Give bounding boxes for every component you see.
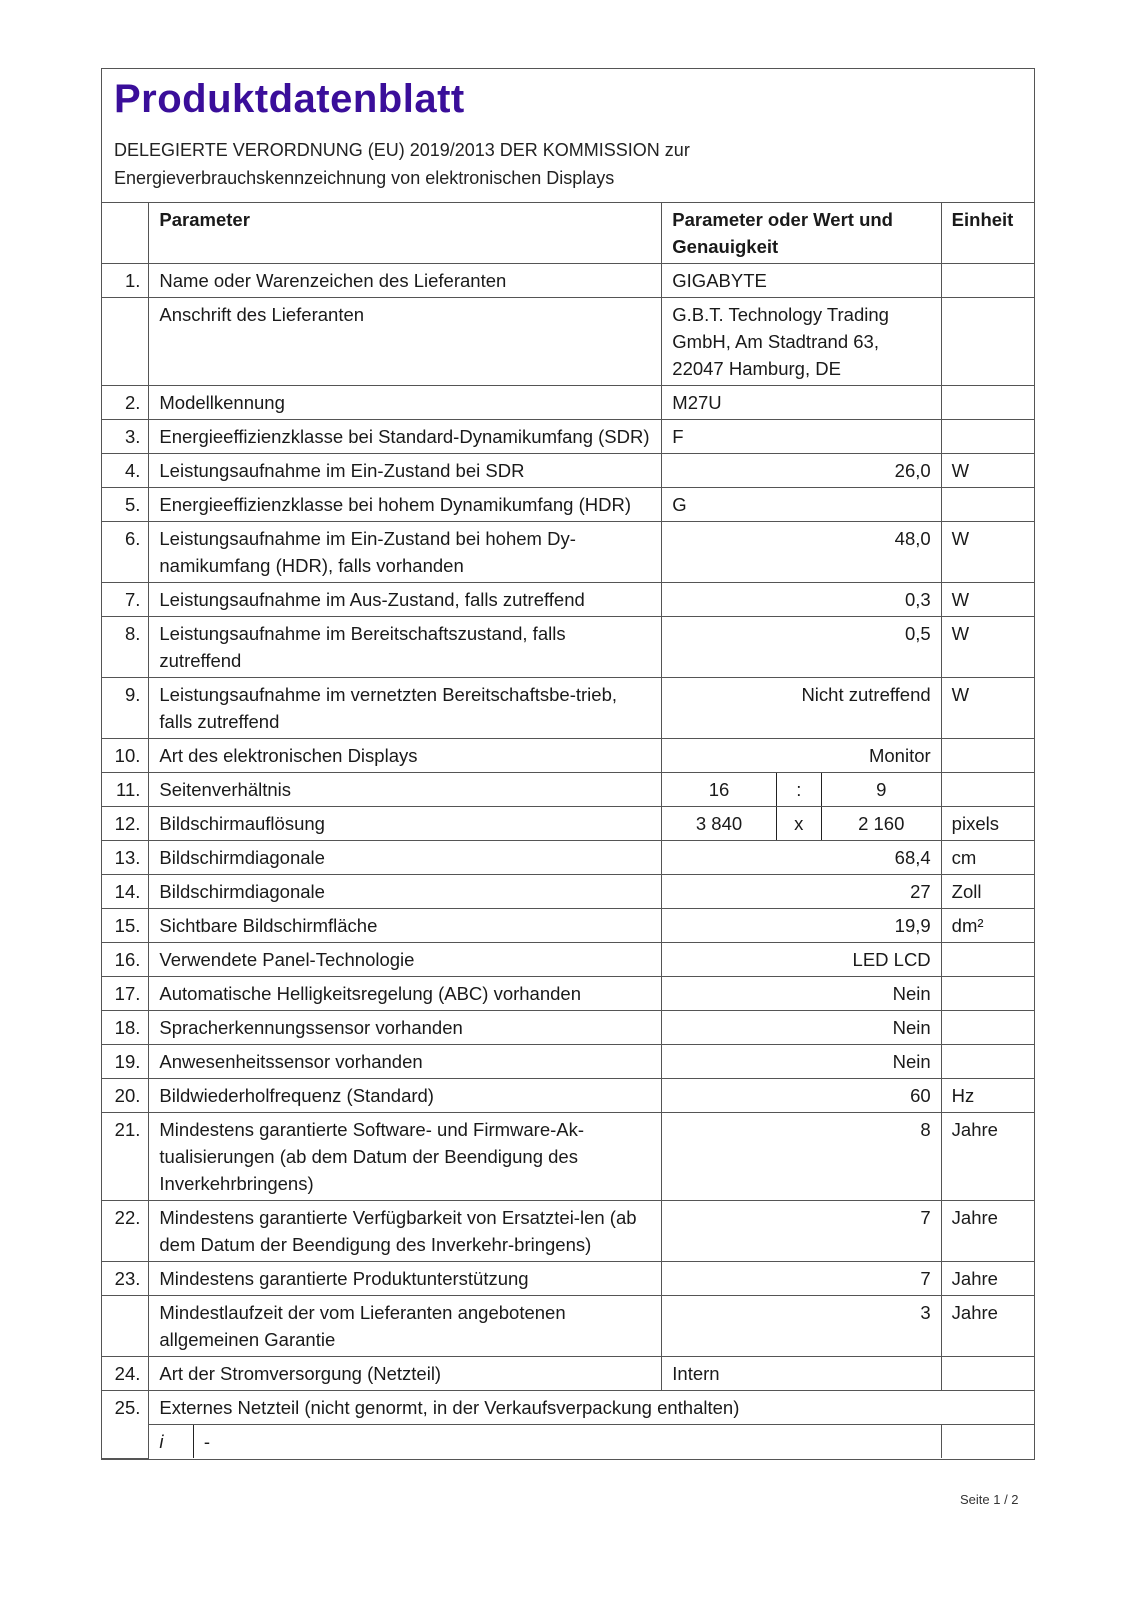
row-unit: cm	[941, 841, 1034, 875]
row-parameter: Bildschirmdiagonale	[149, 841, 662, 875]
table-row	[102, 1011, 1034, 1045]
row-value: G.B.T. Technology Trading GmbH, Am Stadtrand 63, 22047 Hamburg, DE	[662, 298, 941, 386]
row-value: 3	[662, 1296, 941, 1357]
row-number: 20.	[102, 1079, 149, 1113]
header-num	[102, 203, 149, 264]
row-parameter: Modellkennung	[149, 386, 662, 420]
row-number	[102, 298, 149, 386]
table-row	[102, 298, 1034, 386]
row-value: Nein	[662, 1011, 941, 1045]
product-datasheet	[101, 68, 1035, 1460]
aspect-height: 9	[821, 773, 940, 806]
row-unit	[941, 739, 1034, 773]
row-parameter: Mindestens garantierte Verfügbarkeit von Ersatztei-len (ab dem Datum der Beendigung des Inverkehr-bringens)	[149, 1201, 662, 1262]
row-value: Nein	[662, 977, 941, 1011]
row-value: 7	[662, 1262, 941, 1296]
row-value: GIGABYTE	[662, 264, 941, 298]
document-header	[102, 69, 1034, 203]
row-unit	[941, 1425, 1034, 1459]
row-unit	[941, 1045, 1034, 1079]
table-row	[102, 1113, 1034, 1201]
table-row	[102, 522, 1034, 583]
table-row	[102, 739, 1034, 773]
row-number: 14.	[102, 875, 149, 909]
table-header-row	[102, 203, 1034, 264]
sub-label: i	[159, 1431, 164, 1452]
row-unit: Hz	[941, 1079, 1034, 1113]
row-unit	[941, 943, 1034, 977]
row-number: 18.	[102, 1011, 149, 1045]
resolution-separator: x	[776, 807, 821, 840]
row-parameter: Automatische Helligkeitsregelung (ABC) vorhanden	[149, 977, 662, 1011]
row-unit: dm²	[941, 909, 1034, 943]
row-parameter: Leistungsaufnahme im Ein-Zustand bei hohem Dy-namikumfang (HDR), falls vorhanden	[149, 522, 662, 583]
row-unit: W	[941, 583, 1034, 617]
row-number: 9.	[102, 678, 149, 739]
table-row	[102, 1391, 1034, 1425]
row-parameter: Mindestlaufzeit der vom Lieferanten angebotenen allgemeinen Garantie	[149, 1296, 662, 1357]
row-unit: Zoll	[941, 875, 1034, 909]
row-parameter: Name oder Warenzeichen des Lieferanten	[149, 264, 662, 298]
resolution-split	[662, 807, 940, 840]
row-unit	[941, 977, 1034, 1011]
row-parameter: Bildwiederholfrequenz (Standard)	[149, 1079, 662, 1113]
table-row	[102, 617, 1034, 678]
row-number: 12.	[102, 807, 149, 841]
row-value: 0,3	[662, 583, 941, 617]
table-row	[102, 909, 1034, 943]
row-value: Monitor	[662, 739, 941, 773]
row-number: 19.	[102, 1045, 149, 1079]
row-parameter: Spracherkennungssensor vorhanden	[149, 1011, 662, 1045]
resolution-height: 2 160	[821, 807, 940, 840]
row-parameter: Anschrift des Lieferanten	[149, 298, 662, 386]
row-number: 21.	[102, 1113, 149, 1201]
regulation-line-1: DELEGIERTE VERORDNUNG (EU) 2019/2013 DER KOMMISSION zur	[114, 140, 690, 160]
row-value: Nein	[662, 1045, 941, 1079]
table-row	[102, 807, 1034, 841]
row-number: 16.	[102, 943, 149, 977]
table-row	[102, 678, 1034, 739]
table-row	[102, 841, 1034, 875]
row-number: 11.	[102, 773, 149, 807]
table-row	[102, 1201, 1034, 1262]
table-row	[102, 420, 1034, 454]
row-parameter: Externes Netzteil (nicht genormt, in der Verkaufsverpackung enthalten)	[149, 1391, 1034, 1425]
row-value-split	[662, 807, 941, 841]
row-number: 10.	[102, 739, 149, 773]
row-unit: Jahre	[941, 1201, 1034, 1262]
row-parameter: Mindestens garantierte Produktunterstützung	[149, 1262, 662, 1296]
row-parameter: Bildschirmdiagonale	[149, 875, 662, 909]
row-value: Nicht zutreffend	[662, 678, 941, 739]
row-number: 22.	[102, 1201, 149, 1262]
table-row	[102, 264, 1034, 298]
row-parameter: Energieeffizienzklasse bei hohem Dynamikumfang (HDR)	[149, 488, 662, 522]
header-unit: Einheit	[941, 203, 1034, 264]
document-title: Produktdatenblatt	[114, 77, 465, 121]
row-unit: Jahre	[941, 1262, 1034, 1296]
external-psu-sub-row	[149, 1425, 941, 1459]
row-unit	[941, 298, 1034, 386]
external-psu-sub-table	[149, 1425, 940, 1458]
row-value: 27	[662, 875, 941, 909]
row-parameter: Leistungsaufnahme im Aus-Zustand, falls zutreffend	[149, 583, 662, 617]
table-row	[102, 454, 1034, 488]
table-row	[102, 1296, 1034, 1357]
parameter-table	[102, 203, 1034, 1459]
row-number: 15.	[102, 909, 149, 943]
row-unit: Jahre	[941, 1296, 1034, 1357]
row-number: 7.	[102, 583, 149, 617]
row-parameter: Energieeffizienzklasse bei Standard-Dynamikumfang (SDR)	[149, 420, 662, 454]
row-number: 5.	[102, 488, 149, 522]
row-unit	[941, 386, 1034, 420]
row-unit	[941, 1357, 1034, 1391]
row-parameter: Leistungsaufnahme im vernetzten Bereitschaftsbe-trieb, falls zutreffend	[149, 678, 662, 739]
page-number: Seite 1 / 2	[960, 1492, 1019, 1507]
row-value-split	[662, 773, 941, 807]
row-parameter: Verwendete Panel-Technologie	[149, 943, 662, 977]
row-number: 4.	[102, 454, 149, 488]
table-row	[102, 583, 1034, 617]
row-unit: W	[941, 454, 1034, 488]
row-parameter: Leistungsaufnahme im Ein-Zustand bei SDR	[149, 454, 662, 488]
row-number: 17.	[102, 977, 149, 1011]
table-row	[102, 943, 1034, 977]
row-parameter: Anwesenheitssensor vorhanden	[149, 1045, 662, 1079]
row-value: 68,4	[662, 841, 941, 875]
row-value: LED LCD	[662, 943, 941, 977]
aspect-separator: :	[776, 773, 821, 806]
row-unit: W	[941, 678, 1034, 739]
row-unit	[941, 488, 1034, 522]
row-number: 24.	[102, 1357, 149, 1391]
row-value: 8	[662, 1113, 941, 1201]
table-row	[102, 875, 1034, 909]
row-parameter: Sichtbare Bildschirmfläche	[149, 909, 662, 943]
row-number: 23.	[102, 1262, 149, 1296]
row-number	[102, 1296, 149, 1357]
table-row	[102, 977, 1034, 1011]
table-row	[102, 773, 1034, 807]
table-row	[102, 1045, 1034, 1079]
row-number: 13.	[102, 841, 149, 875]
row-value: 19,9	[662, 909, 941, 943]
table-row	[102, 1357, 1034, 1391]
table-row	[102, 1079, 1034, 1113]
aspect-ratio-split	[662, 773, 940, 806]
row-number: 3.	[102, 420, 149, 454]
table-row	[102, 1262, 1034, 1296]
row-value: Intern	[662, 1357, 941, 1391]
row-number: 8.	[102, 617, 149, 678]
row-unit	[941, 420, 1034, 454]
row-parameter: Mindestens garantierte Software- und Firmware-Ak-tualisierungen (ab dem Datum der Beendigung des Inverkehrbringens)	[149, 1113, 662, 1201]
header-parameter: Parameter	[149, 203, 662, 264]
row-number: 1.	[102, 264, 149, 298]
row-unit	[941, 264, 1034, 298]
row-value: 26,0	[662, 454, 941, 488]
table-row	[102, 386, 1034, 420]
row-value: G	[662, 488, 941, 522]
row-unit: pixels	[941, 807, 1034, 841]
row-unit: W	[941, 522, 1034, 583]
row-parameter: Art der Stromversorgung (Netzteil)	[149, 1357, 662, 1391]
row-number: 2.	[102, 386, 149, 420]
row-number: 25.	[102, 1391, 149, 1459]
row-parameter: Bildschirmauflösung	[149, 807, 662, 841]
row-value: 7	[662, 1201, 941, 1262]
row-unit	[941, 1011, 1034, 1045]
row-value: 48,0	[662, 522, 941, 583]
table-row	[102, 488, 1034, 522]
row-unit: W	[941, 617, 1034, 678]
row-parameter: Art des elektronischen Displays	[149, 739, 662, 773]
row-value: 60	[662, 1079, 941, 1113]
row-value: F	[662, 420, 941, 454]
row-unit	[941, 773, 1034, 807]
regulation-line-2: Energieverbrauchskennzeichnung von elektronischen Displays	[114, 168, 615, 188]
row-parameter: Leistungsaufnahme im Bereitschaftszustand, falls zutreffend	[149, 617, 662, 678]
resolution-width: 3 840	[695, 813, 743, 834]
header-value: Parameter oder Wert und Genauigkeit	[662, 203, 941, 264]
row-parameter: Seitenverhältnis	[149, 773, 662, 807]
table-row	[102, 1425, 1034, 1459]
row-value: M27U	[662, 386, 941, 420]
row-value: 0,5	[662, 617, 941, 678]
row-unit: Jahre	[941, 1113, 1034, 1201]
row-number: 6.	[102, 522, 149, 583]
sub-value: -	[193, 1425, 940, 1458]
aspect-width: 16	[708, 779, 730, 800]
